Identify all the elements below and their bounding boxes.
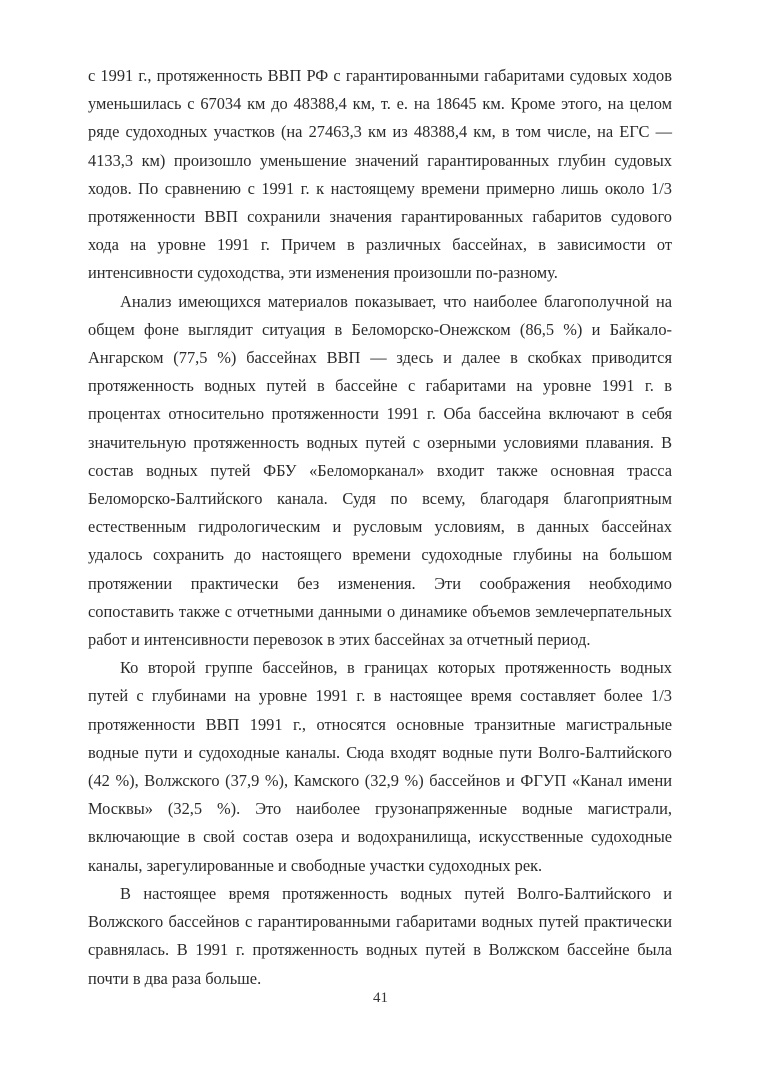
page-body: [88, 62, 672, 993]
paragraph-1: с 1991 г., протяженность ВВП РФ с гарантированными габаритами судовых ходов уменьшилась с 67034 км до 48388,4 км, т. е. на 18645 км. Кроме этого, на целом ряде судоходных участков (на 27463,3 км из 48388,4 км, в том числе, на ЕГС — 4133,3 км) произошло уменьшение значений гарантированных глубин судовых ходов. По сравнению с 1991 г. к настоящему времени примерно лишь около 1/3 протяженности ВВП сохранили значения гарантированных габаритов судового хода на уровне 1991 г. Причем в различных бассейнах, в зависимости от интенсивности судоходства, эти изменения произошли по-разному.: [88, 66, 672, 283]
page-number: 41: [373, 990, 388, 1006]
paragraph-2: Анализ имеющихся материалов показывает, что наиболее благополучной на общем фоне выглядит ситуация в Беломорско-Онежском (86,5 %) и Байкало-Ангарском (77,5 %) бассейнах ВВП — здесь и далее в скобках приводится протяженность водных путей в бассейне с габаритами на уровне 1991 г. в процентах относительно протяженности 1991 г. Оба бассейна включают в себя значительную протяженность водных путей с озерными условиями плавания. В состав водных путей ФБУ «Беломорканал» входит также основная трасса Беломорско-Балтийского канала. Судя по всему, благодаря благоприятным естественным гидрологическим и русловым условиям, в данных бассейнах удалось сохранить до настоящего времени судоходные глубины на большом протяжении практически без изменения. Эти соображения необходимо сопоставить также с отчетными данными о динамике объемов землечерпательных работ и интенсивности перевозок в этих бассейнах за отчетный период.: [88, 291, 672, 650]
paragraph-3: Ко второй группе бассейнов, в границах которых протяженность водных путей с глубинами на уровне 1991 г. в настоящее время составляет более 1/3 протяженности ВВП 1991 г., относятся основные транзитные магистральные водные пути и судоходные каналы. Сюда входят водные пути Волго-Балтийского (42 %), Волжского (37,9 %), Камского (32,9 %) бассейнов и ФГУП «Канал имени Москвы» (32,5 %). Это наиболее грузонапряженные водные магистрали, включающие в свой состав озера и водохранилища, искусственные судоходные каналы, зарегулированные и свободные участки судоходных рек.: [88, 658, 672, 875]
paragraph-4: В настоящее время протяженность водных путей Волго-Балтийского и Волжского бассейнов с гарантированными габаритами водных путей практически сравнялась. В 1991 г. протяженность водных путей в Волжском бассейне была почти в два раза больше.: [88, 883, 672, 988]
